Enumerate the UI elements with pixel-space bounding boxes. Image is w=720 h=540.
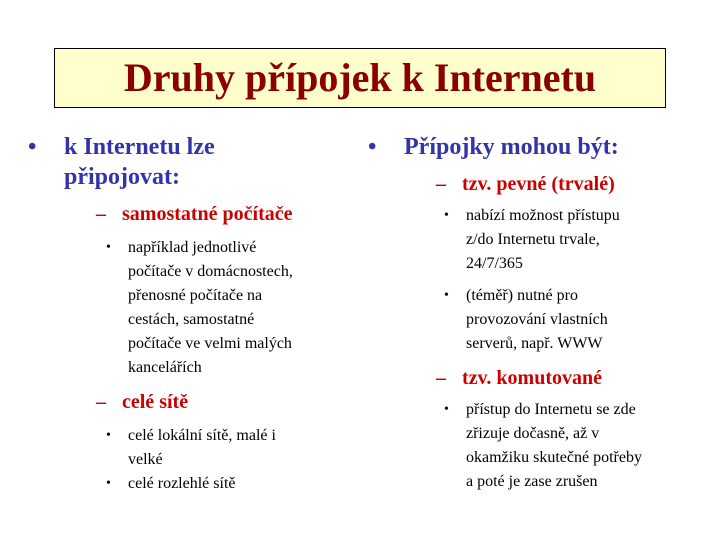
- bullet-line: 24/7/365: [466, 255, 523, 272]
- bullet-line: velké: [128, 451, 163, 468]
- dash-marker: –: [96, 203, 106, 225]
- bullet-marker: •: [444, 288, 449, 303]
- bullet-line: cestách, samostatné: [128, 311, 255, 328]
- bullet-line: a poté je zase zrušen: [466, 473, 598, 490]
- bullet-line: počítače ve velmi malých: [128, 335, 292, 352]
- bullet-item: [106, 472, 350, 496]
- sub-label: celé sítě: [122, 391, 189, 413]
- bullet-item: [444, 398, 698, 494]
- bullet-marker: •: [106, 428, 111, 443]
- bullet-line: přístup do Internetu se zde: [466, 401, 636, 418]
- bullet-item: [106, 424, 350, 472]
- bullet-item: [106, 236, 350, 380]
- bullet-line: kancelářích: [128, 359, 202, 376]
- sub-label: tzv. pevné (trvalé): [462, 173, 615, 195]
- right-heading-text: Přípojky mohou být:: [404, 134, 619, 160]
- left-heading-line-2: připojovat:: [64, 164, 180, 190]
- bullet-line: například jednotlivé: [128, 239, 257, 256]
- bullet-line: z/do Internetu trvale,: [466, 231, 600, 248]
- left-sub-whole-networks: [96, 390, 350, 414]
- bullet-marker: •: [106, 476, 111, 491]
- bullet-line: nabízí možnost přístupu: [466, 207, 620, 224]
- dash-marker: –: [96, 391, 106, 413]
- bullet-marker: •: [368, 134, 377, 160]
- bullet-line: počítače v domácnostech,: [128, 263, 293, 280]
- dash-marker: –: [436, 173, 446, 195]
- right-heading: [368, 132, 698, 162]
- bullet-marker: •: [106, 240, 111, 255]
- slide-title: Druhy přípojek k Internetu: [123, 55, 597, 100]
- left-column: [28, 132, 350, 496]
- bullet-marker: •: [444, 208, 449, 223]
- bullet-item: [444, 204, 698, 276]
- bullet-line: provozování vlastních: [466, 311, 608, 328]
- bullet-line: přenosné počítače na: [128, 287, 263, 304]
- bullet-line: okamžiku skutečné potřeby: [466, 449, 642, 466]
- bullet-marker: •: [28, 134, 37, 160]
- bullet-line: celé rozlehlé sítě: [128, 475, 236, 492]
- left-heading-line-1: k Internetu lze: [64, 134, 215, 160]
- bullet-line: celé lokální sítě, malé i: [128, 427, 276, 444]
- slide-title-box: [54, 48, 666, 108]
- dash-marker: –: [436, 367, 446, 389]
- bullet-item: [444, 284, 698, 356]
- left-heading: [28, 132, 350, 192]
- bullet-line: zřizuje dočasně, až v: [466, 425, 600, 442]
- sub-label: samostatné počítače: [122, 203, 293, 225]
- bullet-marker: •: [444, 402, 449, 417]
- right-column: [368, 132, 698, 494]
- right-sub-dialup: [436, 366, 698, 390]
- bullet-line: serverů, např. WWW: [466, 335, 603, 352]
- left-sub-standalone-computers: [96, 202, 350, 226]
- sub-label: tzv. komutované: [462, 367, 602, 389]
- bullet-line: (téměř) nutné pro: [466, 287, 578, 304]
- right-sub-permanent: [436, 172, 698, 196]
